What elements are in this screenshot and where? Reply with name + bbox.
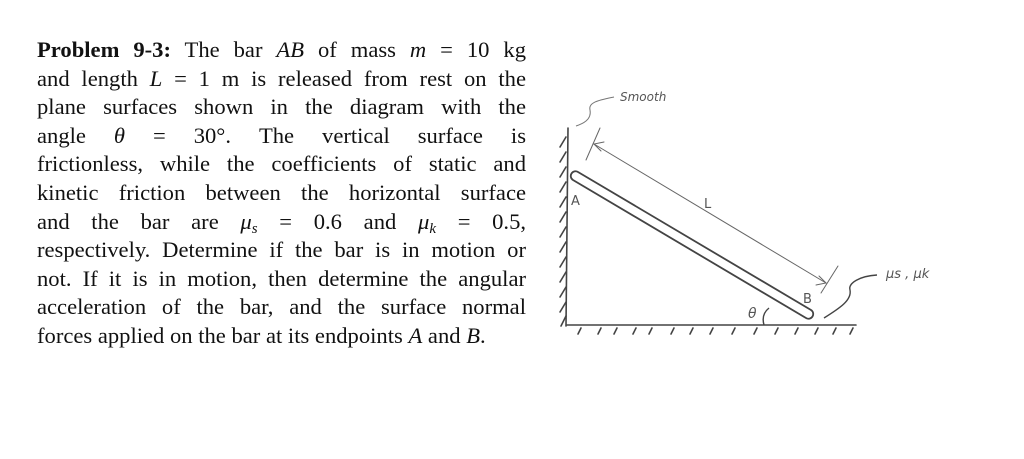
problem-line	[37, 236, 526, 265]
text-run: and	[422, 322, 467, 348]
math-subscript: k	[429, 220, 436, 237]
problem-line	[37, 293, 526, 322]
problem-line	[37, 122, 526, 151]
text-run: The bar	[171, 37, 277, 62]
math-symbol: θ	[113, 122, 126, 148]
math-symbol: m	[409, 37, 427, 62]
math-symbol: AB	[276, 37, 305, 62]
bar-ab	[571, 171, 813, 318]
problem-line	[37, 322, 526, 351]
text-run: angle	[37, 122, 114, 148]
math-symbol: L	[149, 65, 163, 91]
problem-statement	[37, 36, 526, 351]
math-symbol: μ	[417, 208, 430, 234]
math-subscript: s	[251, 220, 258, 237]
text-run: = 0.5,	[436, 208, 527, 234]
point-b-label: B	[803, 292, 812, 307]
problem-line	[37, 265, 526, 294]
vertical-wall	[560, 128, 568, 326]
problem-line	[37, 150, 526, 179]
problem-title: Problem 9-3:	[37, 37, 171, 62]
angle-label: θ	[748, 306, 757, 322]
text-run: frictionless, while the coefficients of static and	[37, 151, 526, 177]
smooth-label: Smooth	[620, 90, 667, 104]
smooth-leader	[576, 97, 614, 126]
text-run: plane surfaces shown in the diagram with the	[37, 94, 526, 120]
text-run: acceleration of the bar, and the surface normal	[37, 294, 526, 320]
problem-line	[37, 36, 526, 65]
text-run: respectively. Determine if the bar is in motion or	[37, 237, 526, 263]
text-run: of mass	[304, 37, 410, 62]
math-symbol: B	[466, 322, 480, 348]
problem-line	[37, 179, 526, 208]
text-run: = 0.6 and	[257, 208, 418, 234]
problem-line	[37, 65, 526, 94]
length-label: L	[704, 197, 712, 212]
friction-leader	[824, 275, 877, 318]
problem-line	[37, 208, 526, 237]
text-run: = 1 m is released from rest on the	[162, 65, 526, 91]
text-run: = 30°. The vertical surface is	[125, 122, 526, 148]
problem-line	[37, 93, 526, 122]
text-run: kinetic friction between the horizontal surface	[37, 179, 526, 205]
text-run: .	[480, 322, 486, 348]
text-run: forces applied on the bar at its endpoints	[37, 322, 409, 348]
point-a-label: A	[571, 194, 580, 209]
floor	[567, 325, 856, 334]
bar-diagram	[540, 70, 1000, 370]
text-run: and length	[37, 65, 150, 91]
angle-arc	[763, 308, 769, 325]
text-run: = 10 kg	[426, 37, 526, 62]
math-symbol: A	[408, 322, 423, 348]
friction-label: μs , μk	[886, 267, 930, 282]
text-run: and the bar are	[37, 208, 241, 234]
text-run: not. If it is in motion, then determine the angular	[37, 265, 526, 291]
math-symbol: μ	[240, 208, 252, 234]
